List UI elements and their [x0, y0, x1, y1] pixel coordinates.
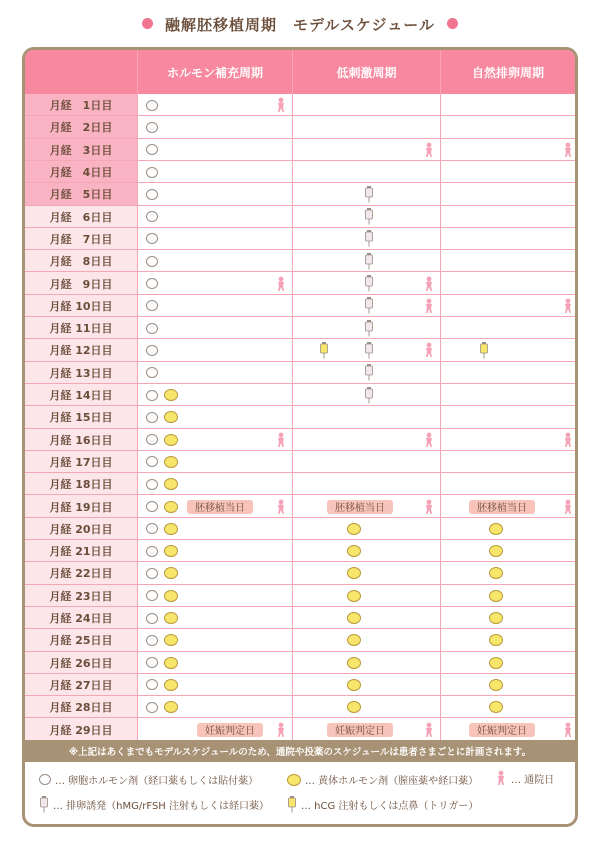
day-label: 月経 15日目	[25, 406, 137, 428]
schedule-cell-hormone	[138, 607, 292, 629]
title-dot-left	[142, 18, 153, 29]
ovary-hormone-icon	[146, 546, 158, 557]
hospital-visit-icon	[562, 499, 574, 515]
schedule-cell-low_stim	[293, 540, 440, 562]
schedule-cell-natural	[441, 518, 575, 540]
day-label: 月経 11日目	[25, 317, 137, 339]
schedule-cell-natural	[441, 272, 575, 294]
schedule-cell-hormone	[138, 406, 292, 428]
schedule-cell-hormone	[138, 139, 292, 161]
progesterone-pill-icon	[164, 456, 178, 468]
schedule-cell-hormone	[138, 629, 292, 651]
ovary-hormone-icon	[146, 189, 158, 200]
schedule-cell-natural	[441, 206, 575, 228]
schedule-cell-hormone	[138, 518, 292, 540]
column-divider	[292, 50, 293, 741]
table-row	[25, 116, 575, 138]
induction-injection-icon	[39, 796, 49, 813]
hospital-visit-icon	[495, 770, 507, 786]
table-row	[25, 451, 575, 473]
schedule-cell-hormone	[138, 339, 292, 361]
progesterone-pill-icon	[164, 679, 178, 691]
legend-hcg	[287, 796, 478, 813]
schedule-cell-hormone	[138, 384, 292, 406]
schedule-frame	[22, 47, 578, 827]
day-label: 月経 14日目	[25, 384, 137, 406]
progesterone-pill-icon	[164, 523, 178, 535]
table-row	[25, 652, 575, 674]
schedule-cell-low_stim	[293, 629, 440, 651]
induction-injection-icon	[364, 253, 374, 270]
day-label: 月経 10日目	[25, 295, 137, 317]
schedule-cell-natural	[441, 183, 575, 205]
progesterone-pill-icon	[164, 612, 178, 624]
schedule-cell-natural	[441, 607, 575, 629]
table-row	[25, 540, 575, 562]
hospital-visit-icon	[423, 298, 435, 314]
progesterone-pill-icon	[347, 657, 361, 669]
ovary-hormone-icon	[146, 613, 158, 624]
schedule-cell-natural	[441, 384, 575, 406]
hospital-visit-icon	[275, 97, 287, 113]
transfer-day-label: 胚移植当日	[469, 500, 535, 514]
header-natural-cycle: 自然排卵周期	[441, 50, 575, 94]
pregnancy-test-label: 妊娠判定日	[327, 723, 393, 737]
schedule-cell-hormone	[138, 562, 292, 584]
ovary-hormone-icon	[146, 390, 158, 401]
progesterone-pill-icon	[287, 774, 301, 786]
day-label: 月経 26日目	[25, 652, 137, 674]
progesterone-pill-icon	[347, 612, 361, 624]
day-label: 月経 7日目	[25, 228, 137, 250]
pregnancy-test-label: 妊娠判定日	[469, 723, 535, 737]
legend-progesterone	[287, 772, 478, 787]
schedule-cell-low_stim	[293, 696, 440, 718]
legend-ovary-label: … 卵胞ホルモン剤（経口薬もしくは貼付薬）	[55, 776, 259, 787]
day-label: 月経 20日目	[25, 518, 137, 540]
table-row	[25, 183, 575, 205]
schedule-cell-hormone	[138, 228, 292, 250]
legend	[25, 762, 575, 827]
table-row	[25, 206, 575, 228]
hospital-visit-icon	[423, 342, 435, 358]
schedule-cell-natural	[441, 362, 575, 384]
table-row	[25, 250, 575, 272]
ovary-hormone-icon	[146, 323, 158, 334]
table-row	[25, 607, 575, 629]
column-divider	[137, 50, 138, 741]
legend-progesterone-label: … 黄体ホルモン剤（膣座薬や経口薬）	[305, 776, 479, 787]
table-row	[25, 272, 575, 294]
hospital-visit-icon	[275, 722, 287, 738]
day-label: 月経 29日目	[25, 718, 137, 740]
schedule-cell-natural	[441, 317, 575, 339]
progesterone-pill-icon	[489, 657, 503, 669]
schedule-cell-low_stim	[293, 652, 440, 674]
schedule-cell-low_stim	[293, 161, 440, 183]
schedule-cell-natural	[441, 339, 575, 361]
induction-injection-icon	[364, 230, 374, 247]
schedule-cell-natural	[441, 652, 575, 674]
hospital-visit-icon	[423, 722, 435, 738]
schedule-cell-hormone	[138, 94, 292, 116]
page-title	[0, 14, 600, 35]
progesterone-pill-icon	[347, 590, 361, 602]
schedule-cell-hormone	[138, 696, 292, 718]
table-row	[25, 384, 575, 406]
induction-injection-icon	[364, 275, 374, 292]
progesterone-pill-icon	[164, 434, 178, 446]
table-row	[25, 339, 575, 361]
schedule-cell-natural	[441, 161, 575, 183]
transfer-day-label: 胚移植当日	[327, 500, 393, 514]
schedule-cell-natural	[441, 540, 575, 562]
day-label: 月経 5日目	[25, 183, 137, 205]
title-dot-right	[447, 18, 458, 29]
ovary-hormone-icon	[146, 256, 158, 267]
day-label: 月経 21日目	[25, 540, 137, 562]
hcg-trigger-icon	[287, 796, 297, 813]
hospital-visit-icon	[423, 432, 435, 448]
table-row	[25, 228, 575, 250]
induction-injection-icon	[364, 320, 374, 337]
schedule-cell-hormone	[138, 183, 292, 205]
schedule-cell-low_stim	[293, 451, 440, 473]
hospital-visit-icon	[275, 432, 287, 448]
hospital-visit-icon	[423, 499, 435, 515]
day-label: 月経 25日目	[25, 629, 137, 651]
progesterone-pill-icon	[347, 523, 361, 535]
table-row	[25, 696, 575, 718]
schedule-cell-hormone	[138, 250, 292, 272]
ovary-hormone-icon	[146, 501, 158, 512]
legend-visit-label: … 通院日	[511, 774, 555, 786]
schedule-cell-hormone	[138, 295, 292, 317]
schedule-cell-natural	[441, 451, 575, 473]
progesterone-pill-icon	[489, 523, 503, 535]
hospital-visit-icon	[562, 432, 574, 448]
day-label: 月経 17日目	[25, 451, 137, 473]
schedule-cell-low_stim	[293, 94, 440, 116]
disclaimer-note: ※上記はあくまでもモデルスケジュールのため、通院や投薬のスケジュールは患者さまごとに計画されます。	[25, 740, 575, 762]
induction-injection-icon	[364, 364, 374, 381]
schedule-cell-low_stim	[293, 406, 440, 428]
induction-injection-icon	[364, 297, 374, 314]
hospital-visit-icon	[275, 499, 287, 515]
schedule-cell-low_stim	[293, 607, 440, 629]
schedule-cell-low_stim	[293, 473, 440, 495]
legend-induction-label: … 排卵誘発（hMG/rFSH 注射もしくは経口薬）	[53, 801, 269, 812]
schedule-cell-natural	[441, 629, 575, 651]
ovary-hormone-icon	[146, 635, 158, 646]
table-row	[25, 718, 575, 740]
ovary-hormone-icon	[39, 774, 51, 785]
day-label: 月経 23日目	[25, 585, 137, 607]
schedule-cell-hormone	[138, 317, 292, 339]
table-row	[25, 585, 575, 607]
day-label: 月経 28日目	[25, 696, 137, 718]
schedule-cell-natural	[441, 139, 575, 161]
progesterone-pill-icon	[164, 590, 178, 602]
day-label: 月経 12日目	[25, 339, 137, 361]
table-row	[25, 674, 575, 696]
schedule-cell-hormone	[138, 272, 292, 294]
ovary-hormone-icon	[146, 278, 158, 289]
schedule-cell-hormone	[138, 585, 292, 607]
progesterone-pill-icon	[164, 501, 178, 513]
hospital-visit-icon	[562, 298, 574, 314]
schedule-cell-natural	[441, 295, 575, 317]
title-text: 融解胚移植周期 モデルスケジュール	[165, 16, 435, 34]
hcg-trigger-icon	[479, 342, 489, 359]
schedule-cell-hormone	[138, 429, 292, 451]
table-row	[25, 406, 575, 428]
schedule-cell-natural	[441, 429, 575, 451]
schedule-cell-low_stim	[293, 585, 440, 607]
table-row	[25, 495, 575, 517]
progesterone-pill-icon	[164, 389, 178, 401]
day-label: 月経 1日目	[25, 94, 137, 116]
ovary-hormone-icon	[146, 568, 158, 579]
induction-injection-icon	[364, 208, 374, 225]
schedule-cell-hormone	[138, 674, 292, 696]
hospital-visit-icon	[562, 142, 574, 158]
ovary-hormone-icon	[146, 345, 158, 356]
schedule-cell-hormone	[138, 540, 292, 562]
day-label: 月経 22日目	[25, 562, 137, 584]
schedule-cell-natural	[441, 228, 575, 250]
induction-injection-icon	[364, 186, 374, 203]
schedule-cell-low_stim	[293, 518, 440, 540]
progesterone-pill-icon	[489, 612, 503, 624]
hospital-visit-icon	[562, 722, 574, 738]
hcg-trigger-icon	[319, 342, 329, 359]
ovary-hormone-icon	[146, 479, 158, 490]
schedule-cell-hormone	[138, 116, 292, 138]
progesterone-pill-icon	[164, 657, 178, 669]
day-label: 月経 18日目	[25, 473, 137, 495]
table-row	[25, 317, 575, 339]
day-label: 月経 9日目	[25, 272, 137, 294]
induction-injection-icon	[364, 387, 374, 404]
day-label: 月経 16日目	[25, 429, 137, 451]
ovary-hormone-icon	[146, 702, 158, 713]
transfer-day-label: 胚移植当日	[187, 500, 253, 514]
schedule-cell-hormone	[138, 161, 292, 183]
day-label: 月経 2日目	[25, 116, 137, 138]
schedule-cell-natural	[441, 94, 575, 116]
legend-induction	[39, 796, 269, 813]
hospital-visit-icon	[275, 276, 287, 292]
schedule-cell-low_stim	[293, 562, 440, 584]
day-label: 月経 13日目	[25, 362, 137, 384]
header-hormone-cycle: ホルモン補充周期	[138, 50, 292, 94]
hospital-visit-icon	[423, 142, 435, 158]
legend-visit	[495, 770, 554, 786]
progesterone-pill-icon	[489, 590, 503, 602]
schedule-cell-natural	[441, 473, 575, 495]
progesterone-pill-icon	[489, 679, 503, 691]
schedule-cell-low_stim	[293, 429, 440, 451]
table-header	[25, 50, 575, 94]
schedule-cell-natural	[441, 585, 575, 607]
table-row	[25, 94, 575, 116]
day-label: 月経 8日目	[25, 250, 137, 272]
schedule-cell-low_stim	[293, 139, 440, 161]
day-label: 月経 24日目	[25, 607, 137, 629]
progesterone-pill-icon	[347, 679, 361, 691]
hospital-visit-icon	[423, 276, 435, 292]
induction-injection-icon	[364, 342, 374, 359]
ovary-hormone-icon	[146, 122, 158, 133]
schedule-cell-natural	[441, 116, 575, 138]
header-blank-cell	[25, 50, 137, 94]
table-row	[25, 429, 575, 451]
schedule-cell-low_stim	[293, 674, 440, 696]
schedule-cell-hormone	[138, 206, 292, 228]
schedule-cell-natural	[441, 250, 575, 272]
schedule-cell-hormone	[138, 362, 292, 384]
column-divider	[440, 50, 441, 741]
table-row	[25, 473, 575, 495]
schedule-cell-natural	[441, 696, 575, 718]
table-row	[25, 139, 575, 161]
ovary-hormone-icon	[146, 167, 158, 178]
schedule-cell-natural	[441, 562, 575, 584]
legend-hcg-label: … hCG 注射もしくは点鼻（トリガー）	[301, 801, 479, 812]
ovary-hormone-icon	[146, 100, 158, 111]
pregnancy-test-label: 妊娠判定日	[197, 723, 263, 737]
day-label: 月経 19日目	[25, 495, 137, 517]
table-row	[25, 562, 575, 584]
table-row	[25, 518, 575, 540]
schedule-cell-hormone	[138, 652, 292, 674]
day-label: 月経 3日目	[25, 139, 137, 161]
day-label: 月経 6日目	[25, 206, 137, 228]
table-row	[25, 362, 575, 384]
table-row	[25, 629, 575, 651]
schedule-cell-hormone	[138, 473, 292, 495]
header-low-stim-cycle: 低刺激周期	[293, 50, 440, 94]
ovary-hormone-icon	[146, 412, 158, 423]
schedule-cell-low_stim	[293, 116, 440, 138]
schedule-cell-hormone	[138, 451, 292, 473]
day-label: 月経 4日目	[25, 161, 137, 183]
day-label: 月経 27日目	[25, 674, 137, 696]
legend-ovary	[39, 772, 258, 787]
table-row	[25, 161, 575, 183]
table-row	[25, 295, 575, 317]
schedule-cell-natural	[441, 406, 575, 428]
schedule-cell-natural	[441, 674, 575, 696]
